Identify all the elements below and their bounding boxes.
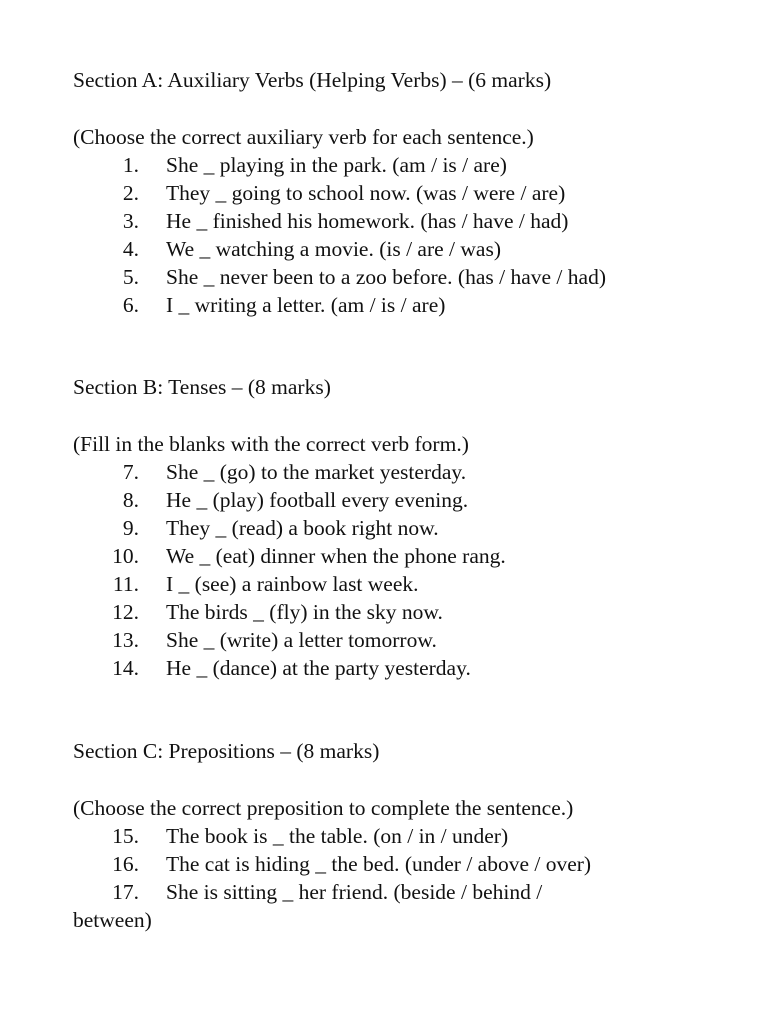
question-item [73,654,733,682]
section-b [73,373,733,682]
question-item [73,179,733,207]
section-c-instruction: (Choose the correct preposition to complete the sentence.) [73,796,574,820]
section-b-heading: Section B: Tenses – (8 marks) [73,375,331,399]
question-number: 5. [122,265,139,289]
question-text: I _ (see) a rainbow last week. [166,572,419,596]
question-item [73,486,733,514]
question-text: She _ (write) a letter tomorrow. [166,628,437,652]
question-number: 6. [122,293,139,317]
section-a [73,66,733,319]
section-a-heading: Section A: Auxiliary Verbs (Helping Verbs) – (6 marks) [73,68,552,92]
question-text: They _ going to school now. (was / were / are) [166,181,566,205]
question-number: 7. [122,460,139,484]
question-item [73,263,733,291]
question-text-continuation: between) [73,908,152,932]
question-item [73,850,733,878]
question-item [73,570,733,598]
question-text: He _ (play) football every evening. [166,488,469,512]
question-number: 3. [122,209,139,233]
question-number: 9. [122,516,139,540]
question-number: 14. [112,656,139,680]
question-item [73,626,733,654]
question-number: 11. [112,572,139,596]
question-text: He _ finished his homework. (has / have / had) [166,209,569,233]
question-number: 1. [122,153,139,177]
spacer [73,94,733,123]
question-number: 17. [112,880,139,904]
spacer [73,401,733,430]
section-b-instruction: (Fill in the blanks with the correct verb form.) [73,432,469,456]
question-item [73,151,733,179]
question-text: She is sitting _ her friend. (beside / behind / [166,880,543,904]
section-c-heading: Section C: Prepositions – (8 marks) [73,739,380,763]
question-number: 2. [122,181,139,205]
question-text: He _ (dance) at the party yesterday. [166,656,471,680]
question-item [73,878,733,934]
question-text: We _ watching a movie. (is / are / was) [166,237,501,261]
question-text: She _ playing in the park. (am / is / are) [166,153,507,177]
question-text: She _ (go) to the market yesterday. [166,460,467,484]
question-item [73,542,733,570]
question-number: 8. [122,488,139,512]
question-text: The book is _ the table. (on / in / under) [166,824,509,848]
question-item [73,514,733,542]
section-a-instruction: (Choose the correct auxiliary verb for each sentence.) [73,125,534,149]
question-text: The cat is hiding _ the bed. (under / above / over) [166,852,592,876]
question-text: The birds _ (fly) in the sky now. [166,600,443,624]
question-item [73,822,733,850]
question-text: She _ never been to a zoo before. (has / have / had) [166,265,606,289]
question-number: 10. [112,544,139,568]
question-text: I _ writing a letter. (am / is / are) [166,293,446,317]
question-number: 12. [112,600,139,624]
question-item [73,598,733,626]
question-number: 16. [112,852,139,876]
question-number: 15. [112,824,139,848]
question-text: They _ (read) a book right now. [166,516,439,540]
section-c [73,737,733,934]
spacer [73,765,733,794]
question-text: We _ (eat) dinner when the phone rang. [166,544,506,568]
question-number: 4. [122,237,139,261]
section-b-question-list [73,458,733,682]
question-item [73,235,733,263]
section-c-question-list [73,822,733,934]
section-a-question-list [73,151,733,319]
question-number: 13. [112,628,139,652]
question-item [73,458,733,486]
question-item [73,207,733,235]
question-item [73,291,733,319]
